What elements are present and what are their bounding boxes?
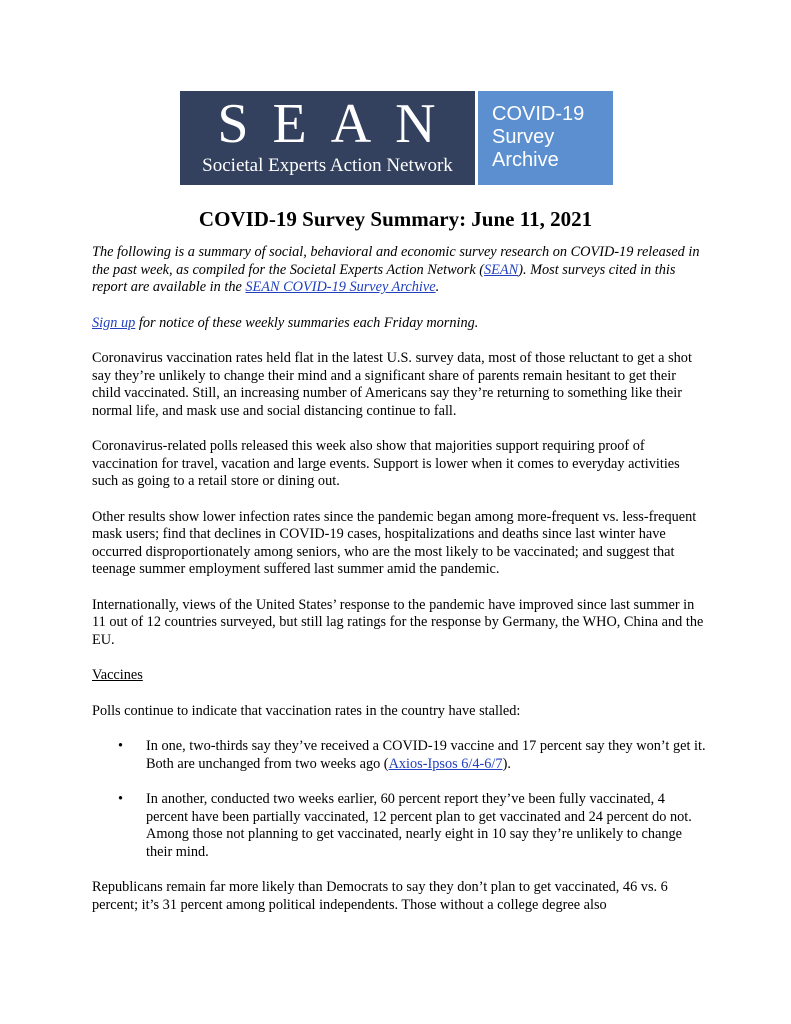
page-title: COVID-19 Survey Summary: June 11, 2021 — [198, 207, 593, 231]
intro-text-a: The following is a summary of social, behavioral and economic survey research on COVID-19 released in the past week, as compiled for the Societal Experts Action Network ( — [92, 244, 700, 278]
sean-logo — [180, 91, 475, 185]
sign-up-link[interactable]: Sign up — [92, 314, 136, 331]
archive-line-3: Archive — [492, 149, 559, 171]
list-item: • In another, conducted two weeks earlier, 60 percent report they’ve been fully vaccinated, 4 percent have been partially vaccinated, 12 percent plan to get vaccinated and 24 percent do not. Among those not planning to get vaccinated, nearly eight in 10 say they’re unlikely to change their mind. — [146, 791, 706, 861]
summary-paragraph-2: Coronavirus-related polls released this week also show that majorities support requiring proof of vaccination for travel, vacation and large events. Support is lower when it comes to everyday activities such as going to a retail store or dining out. — [92, 438, 680, 489]
bullet-1-end: ). — [502, 755, 511, 772]
sean-banner — [180, 91, 613, 185]
summary-paragraph-4: Internationally, views of the United States’ response to the pandemic have improved since last summer in 11 out of 12 countries surveyed, but still lag ratings for the response by Germany, the WHO, China and the EU. — [92, 596, 704, 648]
vaccines-lead: Polls continue to indicate that vaccination rates in the country have stalled: — [92, 702, 521, 719]
signup-text: for notice of these weekly summaries each Friday morning. — [135, 314, 479, 331]
bullet-1-text: In one, two-thirds say they’ve received a COVID-19 vaccine and 17 percent say they won’t get it. Both are unchanged from two weeks ago ( — [146, 738, 706, 772]
axios-ipsos-link[interactable]: Axios-Ipsos 6/4-6/7 — [388, 755, 503, 772]
archive-line-2: Survey — [492, 126, 555, 148]
intro-text-b: ). Most surveys cited in this report are available in the — [92, 261, 676, 295]
banner-network-name: Societal Experts Action Network — [202, 155, 453, 176]
intro-paragraph — [92, 244, 706, 297]
intro-text-c: . — [435, 279, 440, 295]
survey-archive-link[interactable]: SEAN COVID-19 Survey Archive — [245, 279, 436, 295]
vaccines-bullet-list — [92, 738, 706, 861]
document-body — [92, 244, 706, 932]
archive-badge — [478, 91, 613, 185]
vaccines-heading: Vaccines — [92, 667, 143, 683]
summary-paragraph-1: Coronavirus vaccination rates held flat in the latest U.S. survey data, most of those reluctant to get a shot say they’re unlikely to change their mind and a significant share of parents remain hesitant to get their child vaccinated. Still, an increasing number of Americans say they’re returning to something like their normal life, and mask use and social distancing continue to fall. — [92, 350, 692, 419]
archive-line-1: COVID-19 — [492, 103, 585, 125]
list-item — [146, 738, 706, 773]
sean-link[interactable]: SEAN — [484, 261, 519, 278]
summary-paragraph-3: Other results show lower infection rates since the pandemic began among more-frequent vs. less-frequent mask users; find that declines in COVID-19 cases, hospitalizations and deaths since last winter have occurred disproportionately among seniors, who are the most likely to be vaccinated; and suggest that teenage summer employment suffered last summer amid the pandemic. — [92, 508, 697, 577]
signup-paragraph — [92, 315, 706, 333]
vaccines-closing-paragraph: Republicans remain far more likely than Democrats to say they don’t plan to get vaccinated, 46 vs. 6 percent; it’s 31 percent among political independents. Those without a college degree also — [92, 879, 668, 913]
banner-acronym: SEAN — [217, 93, 460, 155]
